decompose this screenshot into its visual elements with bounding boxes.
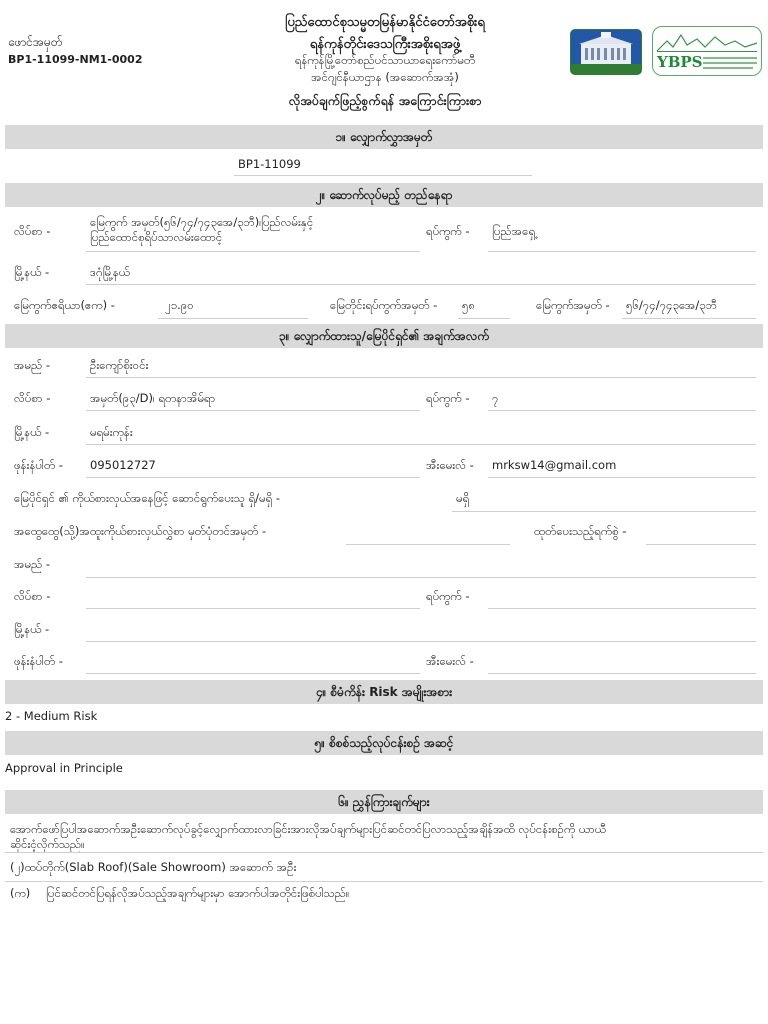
applicant-email-value: mrksw14@gmail.com xyxy=(492,458,617,472)
header-title-line4: အင်ဂျင်နီယာဌာန (အဆောက်အအုံ) xyxy=(311,70,459,84)
applicant-township-value: မရမ်းကုန်း xyxy=(90,425,133,439)
instruction-item-prefix: (က) xyxy=(10,886,31,900)
agent-address-label: လိပ်စာ - xyxy=(14,589,51,603)
applicant-phone-label: ဖုန်းနံပါတ် - xyxy=(14,458,63,472)
agent-ward-label: ရပ်ကွက် - xyxy=(426,589,470,603)
instruction-item-requirements: ပြင်ဆင်တင်ပြရန်လိုအပ်သည့်အချက်များမှာ အောက်ပါအတိုင်းဖြစ်ပါသည်။ xyxy=(46,886,350,900)
agent-name-label: အမည် - xyxy=(14,557,51,571)
applicant-address-label: လိပ်စာ - xyxy=(14,391,51,405)
section-instructions: ၆။ ညွှန်ကြားချက်များ xyxy=(5,790,763,814)
applicant-township-label: မြို့နယ် - xyxy=(14,425,50,439)
agent-email-label: အီးမေးလ် - xyxy=(426,654,474,668)
section-location: ၂။ ဆောက်လုပ်မည့် တည်နေရာ xyxy=(5,183,763,207)
applicant-ward-label: ရပ်ကွက် - xyxy=(426,391,470,405)
applicant-name-label: အမည် - xyxy=(14,358,51,372)
location-ward-label: ရပ်ကွက် - xyxy=(426,224,470,238)
location-plot-number-label: မြေကွက်အမှတ် - xyxy=(536,298,610,312)
instructions-intro: အောက်ဖော်ပြပါအဆောက်အဦးဆောက်လုပ်ခွင့်လျှောက်ထားလာခြင်းအားလိုအပ်ချက်များပြင်ဆင်တင်ပြလာသည့်အချိန်အထိ လုပ်ငန်းစဉ်ကို ယာယီ xyxy=(10,822,606,836)
city-hall-logo xyxy=(570,29,642,75)
ybps-logo xyxy=(652,26,762,76)
location-plot-number-value: ၅၆/၇၄/၇၄၃အေ/၃ဘီ xyxy=(626,298,717,312)
applicant-ward-value: ၇ xyxy=(492,391,499,405)
instruction-item-building: (၂)ထပ်တိုက်(Slab Roof)(Sale Showroom) အဆောက် အဦး xyxy=(10,860,297,874)
owner-representative-question: မြေပိုင်ရှင် ၏ ကိုယ်စားလှယ်အနေဖြင့် ဆောင်ရွက်ပေးသူ ရှိ/မရှိ - xyxy=(14,491,281,505)
location-area-label: မြေကွက်ဧရိယာ(ဧက) - xyxy=(14,298,115,312)
form-number-value: BP1-11099-NM1-0002 xyxy=(8,53,143,66)
applicant-address-value: အမှတ်(၉၃/D)၊ ရတနာအိမ်ရာ xyxy=(90,391,216,405)
location-address-value-line1: မြေကွက် အမှတ်(၅၆/၇၄/၇၄၃အေ/၃ဘီ)၊ပြည်လမ်းနှင့် xyxy=(90,215,314,229)
location-land-ward-label: မြေတိုင်းရပ်ကွက်အမှတ် - xyxy=(330,298,438,312)
header-title-line1: ပြည်ထောင်စုသမ္မတမြန်မာနိုင်ငံတော်အစိုးရ xyxy=(285,15,485,30)
location-area-value: ၂၁.၉၀ xyxy=(165,298,194,312)
instructions-intro-cont: ဆိုင်းငံ့လိုက်သည်။ xyxy=(10,837,85,851)
ybps-logo-text: YBPS xyxy=(657,53,703,71)
location-address-label: လိပ်စာ - xyxy=(14,224,51,238)
risk-type-value: 2 - Medium Risk xyxy=(5,709,98,723)
review-stage-value: Approval in Principle xyxy=(5,761,123,775)
location-ward-value: ပြည်အရှေ့ xyxy=(492,224,536,238)
location-land-ward-value: ၅၈ xyxy=(462,298,476,312)
location-township-value: ဒဂုံမြို့နယ် xyxy=(90,265,130,279)
location-address-value-line2: ပြည်ထောင်စုရိပ်သာလမ်းထောင့် xyxy=(90,230,223,244)
header-title-line3: ရန်ကုန်မြို့တော်စည်ပင်သာယာရေးကော်မတီ xyxy=(294,53,476,67)
applicant-email-label: အီးမေးလ် - xyxy=(426,458,474,472)
applicant-name-value: ဦးကျော်စိုးဝင်း xyxy=(90,358,149,372)
agent-phone-label: ဖုန်းနံပါတ် - xyxy=(14,654,63,668)
application-number-value: BP1-11099 xyxy=(238,157,301,171)
section-applicant-info: ၃။ လျှောက်ထားသူ/မြေပိုင်ရှင်၏ အချက်အလက် xyxy=(5,324,763,348)
location-township-label: မြို့နယ် - xyxy=(14,265,50,279)
agent-township-label: မြို့နယ် - xyxy=(14,622,50,636)
section-review-stage: ၅။ စိစစ်သည့်လုပ်ငန်းစဉ် အဆင့် xyxy=(5,731,763,755)
header-title-line2: ရန်ကုန်တိုင်းဒေသကြီးအစိုးရအဖွဲ့ xyxy=(309,37,461,52)
page-title: လိုအပ်ချက်ဖြည့်စွက်ရန် အကြောင်းကြားစာ xyxy=(288,93,482,108)
section-risk-type: ၄။ စီမံကိန်း Risk အမျိုးအစား xyxy=(5,680,763,704)
applicant-phone-value: 095012727 xyxy=(90,458,156,472)
section-application-number: ၁။ လျှောက်လွှာအမှတ် xyxy=(5,125,763,149)
owner-representative-answer: မရှိ xyxy=(456,491,470,505)
form-number-label: ဖောင်အမှတ် xyxy=(8,35,63,49)
issue-date-label: ထုတ်ပေးသည့်ရက်စွဲ - xyxy=(534,524,627,538)
power-of-attorney-label: အထွေထွေ(သို့)အထူးကိုယ်စားလှယ်လွှဲစာ မှတ်ပုံတင်အမှတ် - xyxy=(14,524,267,538)
